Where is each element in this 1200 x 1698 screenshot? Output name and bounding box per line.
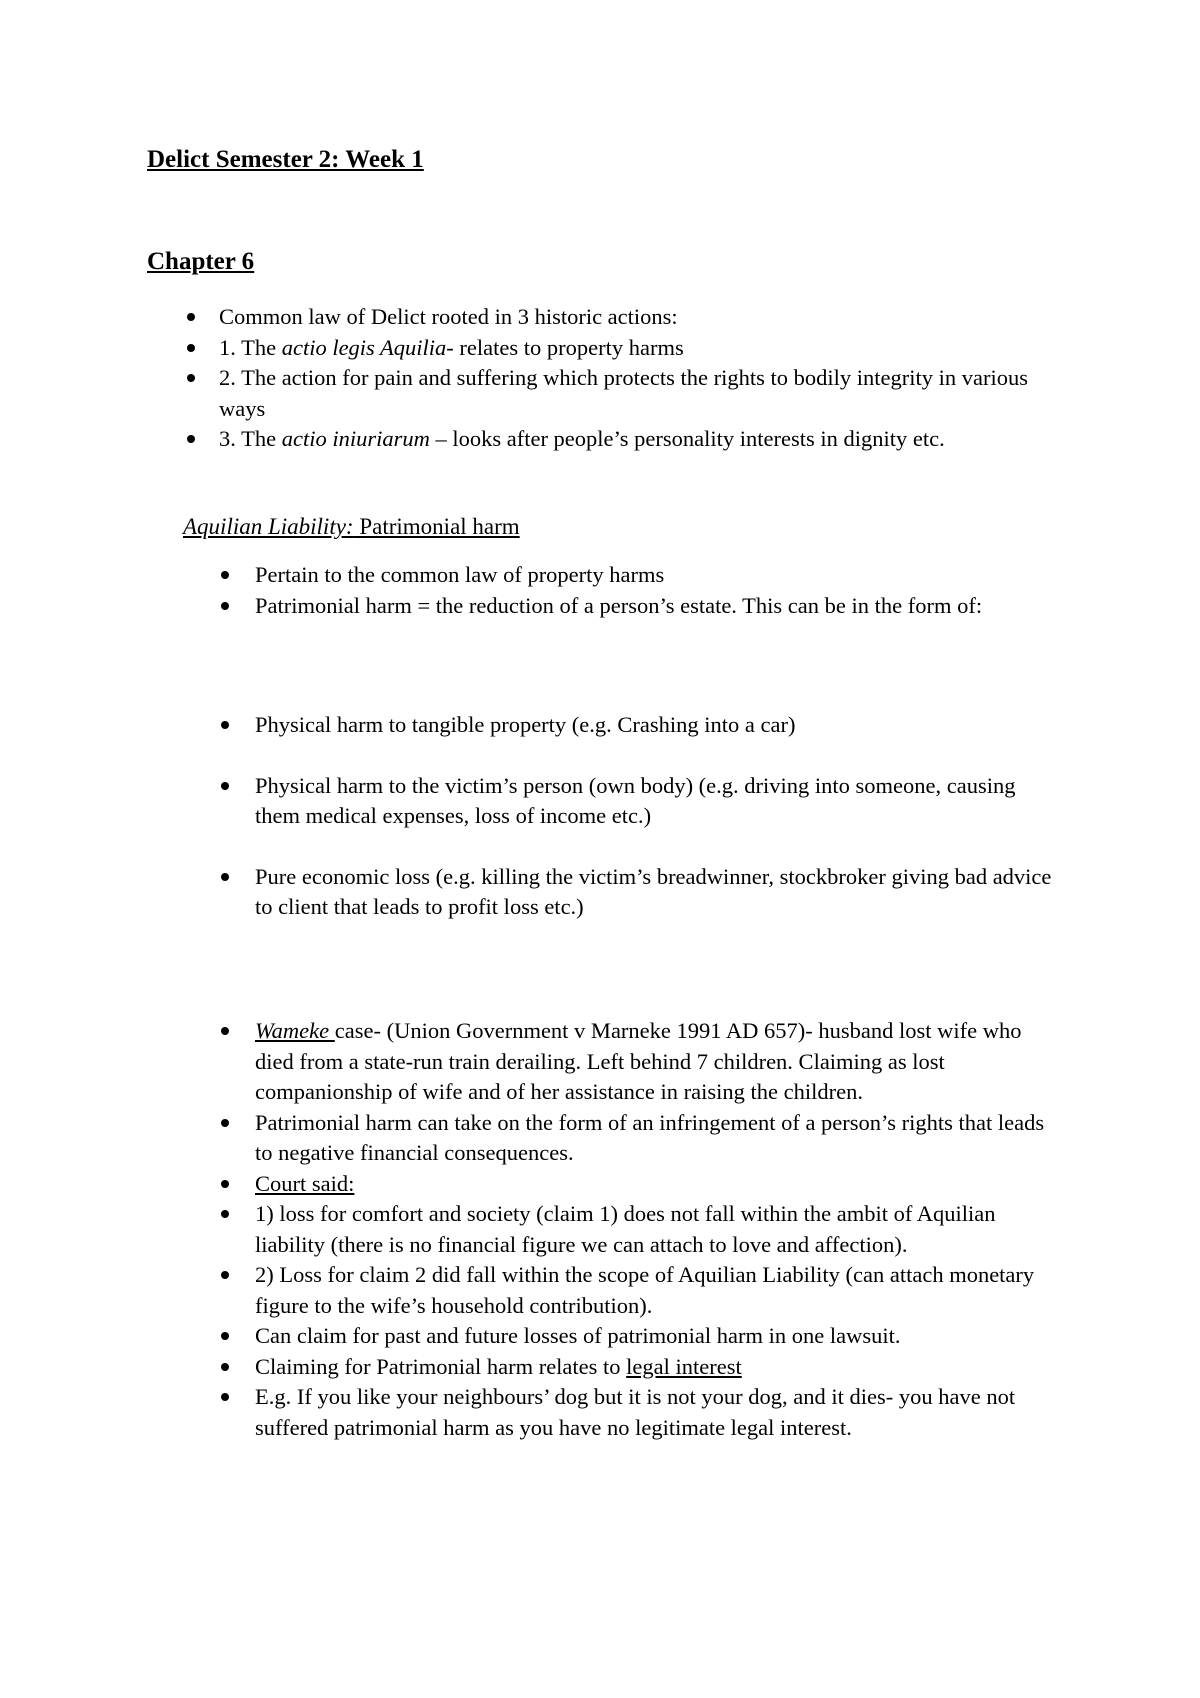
list-item: 1) loss for comfort and society (claim 1) does not fall within the ambit of Aquilian liability (there is no financial figure we can attach to love and affection).	[183, 1199, 1063, 1260]
list-item: Claiming for Patrimonial harm relates to legal interest	[183, 1352, 1063, 1383]
historic-actions-list	[147, 302, 1047, 455]
list-item: 1. The actio legis Aquilia- relates to property harms	[147, 333, 1047, 364]
list-item: E.g. If you like your neighbours’ dog but it is not your dog, and it dies- you have not suffered patrimonial harm as you have no legitimate legal interest.	[183, 1382, 1063, 1443]
wameke-case-list	[183, 1016, 1063, 1443]
harm-forms-list	[183, 710, 1063, 923]
chapter-heading: Chapter 6	[147, 248, 255, 275]
list-item: Patrimonial harm can take on the form of an infringement of a person’s rights that leads to negative financial consequences.	[183, 1108, 1063, 1169]
document-title: Delict Semester 2: Week 1	[147, 146, 424, 173]
list-item: Physical harm to the victim’s person (own body) (e.g. driving into someone, causing them medical expenses, loss of income etc.)	[183, 771, 1063, 832]
patrimonial-harm-list	[183, 560, 1063, 621]
list-item: Wameke case- (Union Government v Marneke 1991 AD 657)- husband lost wife who died from a state-run train derailing. Left behind 7 children. Claiming as lost companionship of wife and of her assistance in raising the children.	[183, 1016, 1063, 1108]
list-item: 3. The actio iniuriarum – looks after people’s personality interests in dignity etc.	[147, 424, 1047, 455]
list-item: 2) Loss for claim 2 did fall within the scope of Aquilian Liability (can attach monetary figure to the wife’s household contribution).	[183, 1260, 1063, 1321]
list-item: Common law of Delict rooted in 3 historic actions:	[147, 302, 1047, 333]
list-item: Court said:	[183, 1169, 1063, 1200]
list-item: Can claim for past and future losses of patrimonial harm in one lawsuit.	[183, 1321, 1063, 1352]
list-item: Pure economic loss (e.g. killing the victim’s breadwinner, stockbroker giving bad advice to client that leads to profit loss etc.)	[183, 862, 1063, 923]
list-item: Pertain to the common law of property harms	[183, 560, 1063, 591]
aquilian-liability-heading: Aquilian Liability: Patrimonial harm	[183, 514, 520, 539]
list-item: 2. The action for pain and suffering which protects the rights to bodily integrity in various ways	[147, 363, 1047, 424]
list-item: Physical harm to tangible property (e.g. Crashing into a car)	[183, 710, 1063, 741]
list-item: Patrimonial harm = the reduction of a person’s estate. This can be in the form of:	[183, 591, 1063, 622]
